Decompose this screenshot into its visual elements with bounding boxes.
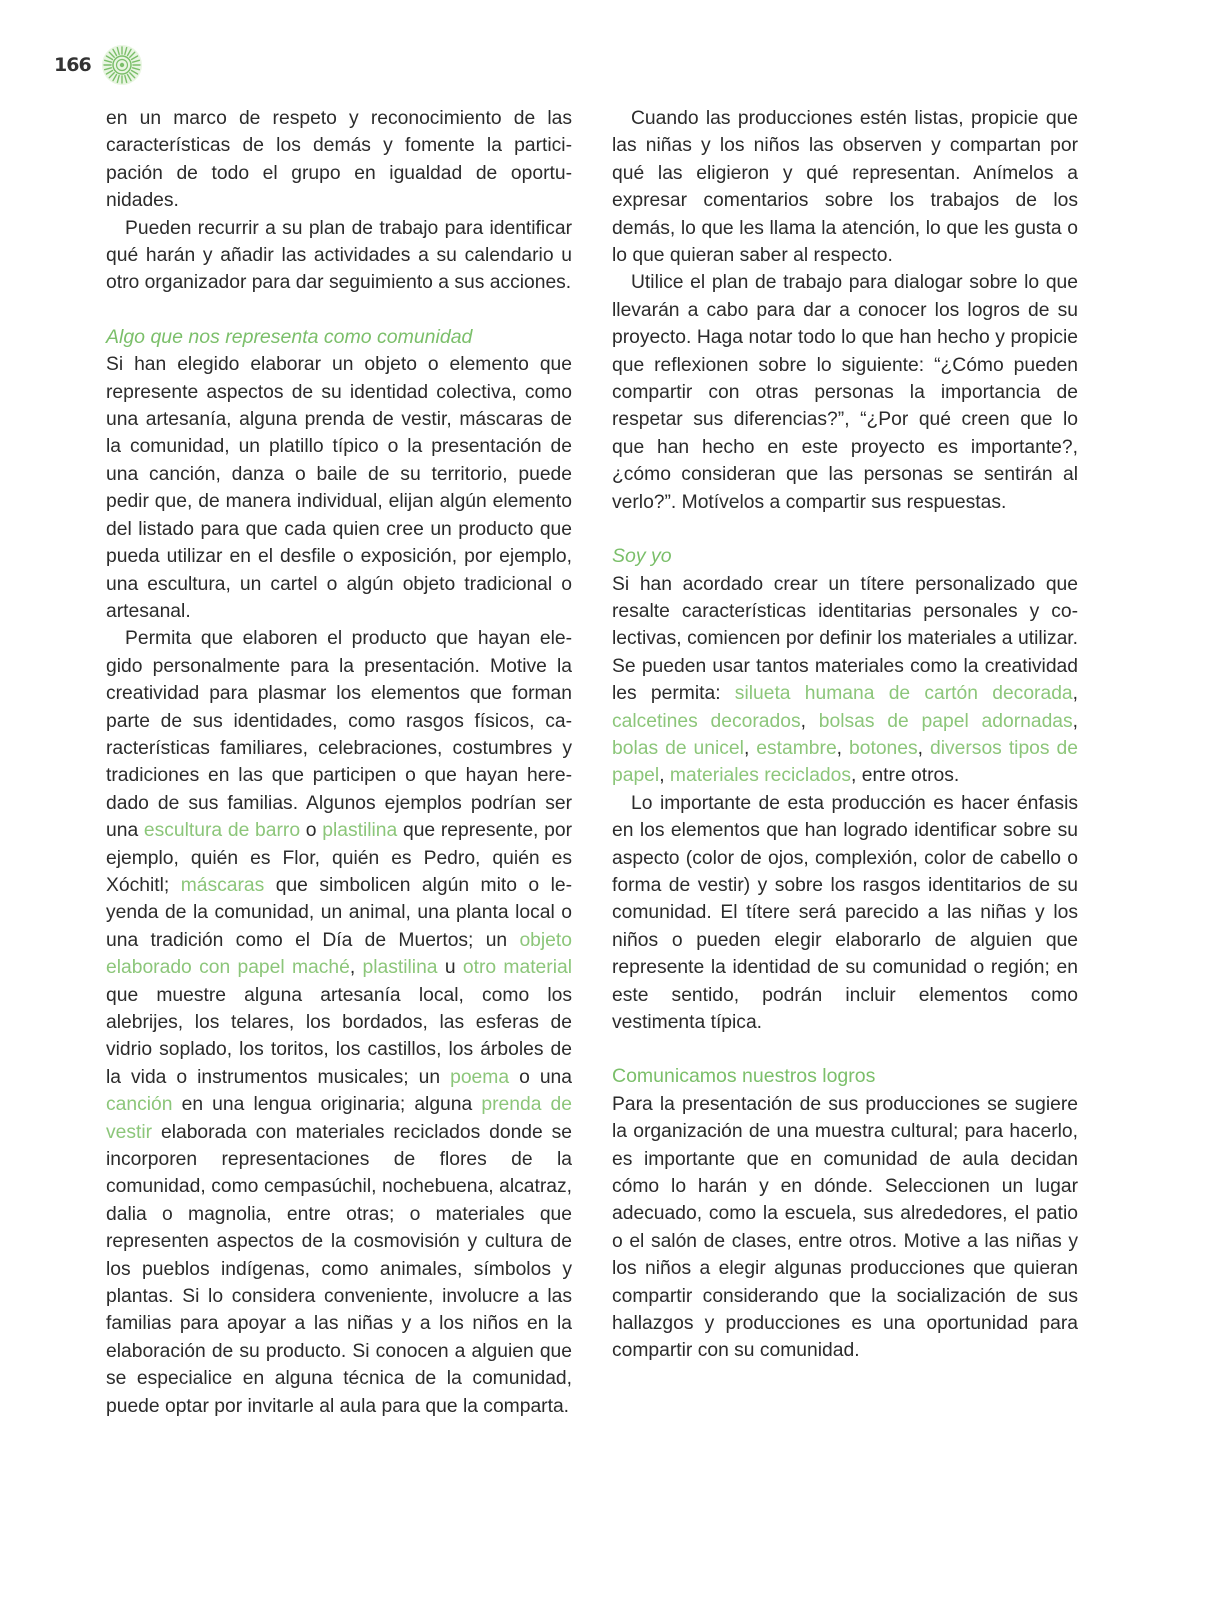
paragraph: Para la presentación de sus producciones se sugiere la organización de una muestra cultural; para hacerlo, es importante que en comunidad de aula decidan cómo lo harán y en dónde. Seleccionen un lugar adecuado, como la escuela, sus alrededores, el patio o el salón de clases, entre otros. Motive a las niñas y los niños a elegir algunas producciones que quieran compartir considerando que la socialización de sus hallazgos y producciones es una oportunidad para compartir con su comunidad. — [612, 1093, 1078, 1362]
page-header — [54, 44, 143, 86]
right-column — [612, 105, 1078, 1365]
highlighted-term: bolas de unicel — [612, 737, 744, 759]
highlighted-term: prenda de vestir — [106, 1094, 572, 1143]
page-number: 166 — [54, 54, 91, 76]
section-heading: Comunicamos nuestros logros — [612, 1065, 876, 1088]
section-heading: Soy yo — [612, 545, 672, 568]
paragraph: Lo importante de esta producción es hacer énfasis en los elementos que han logrado identificar sobre su aspecto (color de ojos, complexión, color de cabello o forma de vestir) y sobre los rasgos identitarios de su comunidad. El títere será parecido a las niñas y los niños o pueden elegir elaborarlo de alguien que represente la identidad de su comunidad o región; en este sentido, podrán incluir elementos como vestimenta típica. — [612, 792, 1078, 1033]
highlighted-term: materiales reciclados — [669, 765, 852, 787]
paragraph: Si han elegido elaborar un objeto o elemento que represente aspectos de su identidad colectiva, como una artesanía, alguna prenda de vestir, máscaras de la comunidad, un platillo típico o la presentación de una canción, danza o baile de su territorio, puede pedir que, de manera individual, elijan algún elemento del listado para que cada quien cree un producto que pueda utilizar en el desfile o exposición, por ejemplo, una escultura, un cartel o algún objeto tradicional o artesanal. — [106, 354, 572, 622]
left-column — [106, 105, 572, 1420]
highlighted-term: canción — [106, 1094, 173, 1116]
highlighted-term: escultura de barro — [143, 820, 301, 842]
highlighted-term: calcetines decorados — [612, 710, 801, 732]
highlighted-term: máscaras — [180, 874, 265, 896]
highlighted-term: botones — [849, 737, 918, 759]
highlighted-term: plastilina — [322, 820, 398, 842]
section-heading: Algo que nos representa como comunidad — [106, 325, 473, 348]
highlighted-term: objeto elaborado con papel maché — [106, 929, 572, 979]
highlighted-term: silueta humana de cartón decorada — [734, 683, 1073, 705]
paragraph: Cuando las producciones estén listas, propicie que las niñas y los niños las observen y compartan por qué las eligieron y qué representan. Anímelos a expresar comentarios sobre los trabajos de los demás, lo que les llama la atención, lo que les gusta o lo que quieran saber al respecto. — [612, 108, 1078, 267]
highlighted-term: estambre — [756, 737, 837, 759]
highlighted-term: poema — [450, 1066, 510, 1088]
paragraph: en un marco de respeto y reconocimiento de las características de los demás y fomente la participación de todo el grupo en igualdad de oportunidades. — [106, 108, 572, 212]
paragraph: Pueden recurrir a su plan de trabajo para identificar qué harán y añadir las actividades a su calendario u otro organizador para dar seguimiento a sus acciones. — [106, 217, 572, 294]
highlighted-term: diversos tipos de papel — [612, 737, 1078, 787]
highlighted-term: plastilina — [362, 957, 438, 979]
paragraph: Si han acordado crear un títere personalizado que resalte características identitarias personales y colectivas, comiencen por definir los materiales a utilizar. Se pueden usar tantos materiales como la creatividad les permita: silueta humana de cartón decorada, calcetines decorados, bolsas de papel adornadas, bolas de unicel, estambre, botones, diversos tipos de papel, materiales reciclados, entre otros. — [612, 573, 1079, 787]
highlighted-term: otro material — [462, 957, 572, 979]
green-circular-ornament-icon — [101, 44, 143, 86]
highlighted-term: bolsas de papel adornadas — [818, 710, 1073, 732]
paragraph: Utilice el plan de trabajo para dialogar sobre lo que llevarán a cabo para dar a conocer los logros de su proyecto. Haga notar todo lo que han hecho y propicie que reflexionen sobre lo siguiente: “¿Cómo pueden compartir con otras personas la importancia de respetar sus diferencias?”, “¿Por qué creen que lo que han hecho en este proyecto es importante?, ¿cómo consideran que las personas se sentirán al verlo?”. Motívelos a compartir sus respuestas. — [612, 272, 1078, 513]
paragraph: Permita que elaboren el producto que hayan elegido personalmente para la presentación. Motive la creatividad para plasmar los elementos que forman parte de sus identidades, como rasgos físicos, características familiares, celebraciones, costumbres y tradiciones en las que participen o que hayan heredado de sus familias. Algunos ejemplos podrían ser una escultura de barro o plastilina que represente, por ejemplo, quién es Flor, quién es Pedro, quién es Xóchitl; máscaras que simbolicen algún mito o leyenda de la comunidad, un animal, una planta local o una tradición como el Día de Muertos; un objeto elaborado con papel maché, plastilina u otro material que muestre alguna artesanía local, como los alebrijes, los telares, los bordados, las esferas de vidrio soplado, los toritos, los castillos, los árboles de la vida o instrumentos musicales; un poema o una canción en una lengua originaria; alguna prenda de vestir elaborada con materiales reciclados donde se incorporen representaciones de flores de la comunidad, como cempasúchil, nochebuena, alcatraz, dalia o magnolia, entre otras; o materiales que representen aspectos de la cosmovisión y cultura de los pueblos indígenas, como animales, símbolos y plantas. Si lo considera conveniente, involucre a las familias para apoyar a las niñas y a los niños en la elaboración de su producto. Si conocen a alguien que se especialice en alguna técnica de la comunidad, puede optar por invitarle al aula para que la comparta. — [106, 628, 573, 1417]
